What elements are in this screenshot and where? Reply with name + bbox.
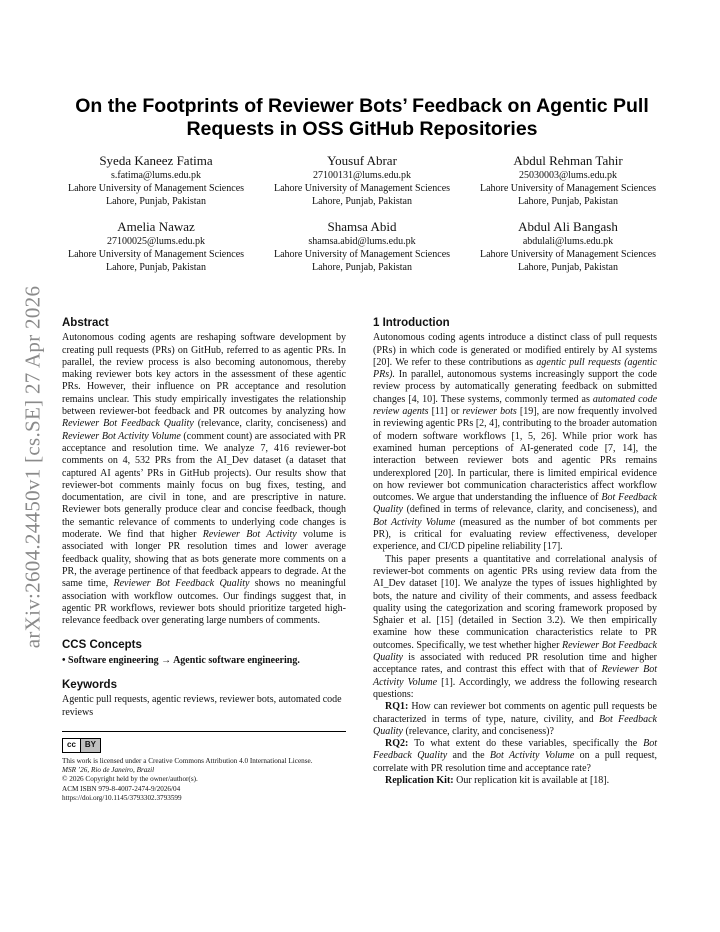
cc-by-badge-icon: [62, 738, 101, 753]
intro-term: Bot Feedback Quality: [373, 738, 657, 762]
left-column: [62, 317, 346, 803]
license-block: [62, 731, 346, 803]
author-affiliation: Lahore University of Management Sciences: [67, 249, 245, 260]
author-email: shamsa.abid@lums.edu.pk: [308, 236, 416, 247]
intro-run: In parallel, autonomous systems increasingly support the code review process by automatically generating feedback on submitted changes [4, 10]. These systems, commonly termed as: [373, 369, 657, 405]
intro-run: (measured as the number of bot comments per PR), is critical for evaluating review effectiveness, developer experience, and CI/CD pipeline reliability [17].: [373, 516, 657, 553]
abstract-term: Reviewer Bot Activity Volume: [62, 430, 181, 442]
research-question-2: [373, 738, 657, 775]
author-email: s.fatima@lums.edu.pk: [110, 170, 202, 181]
author-location: Lahore, Punjab, Pakistan: [106, 196, 206, 207]
intro-run: How can reviewer bot comments on agentic pull requests be characterized in terms of type, nature, civility, and: [373, 701, 657, 725]
author-email: 25030003@lums.edu.pk: [518, 170, 618, 181]
intro-term: Reviewer Bot Activity Volume: [373, 664, 657, 688]
ccs-text: [62, 655, 346, 667]
ccs-heading: CCS Concepts: [62, 639, 142, 652]
author-email: 27100131@lums.edu.pk: [312, 170, 412, 181]
intro-run: This paper presents a quantitative and correlational analysis of reviewer-bot comments on agentic PRs using review data from the AI_Dev dataset [10]. We analyze the types of issues highlighted by bots, the nature and civility of their comments, and assess feedback quality using the categorization and scoring framework proposed by Sghaier et al. [15] (detailed in Section 3.2). We then empirically examine how these communication characteristics relate to PR outcomes. Specifically, we test whether higher: [373, 553, 657, 651]
paper-title: On the Footprints of Reviewer Bots’ Feedback on Agentic Pull Requests in OSS GitHub Repositories: [75, 95, 649, 140]
abstract-run: shows no meaningful association with workflow outcomes. Our findings suggest that, in agentic PR workflows, reviewer bots should prioritize targeted high-relevance feedback over generating large numbers of comments.: [62, 578, 347, 627]
intro-term: Bot Activity Volume: [489, 750, 575, 762]
replication-kit: [373, 775, 657, 787]
author-card: [62, 153, 250, 208]
rq-label: RQ1:: [385, 701, 409, 713]
intro-run: (relevance, clarity, and conciseness)?: [403, 725, 554, 737]
license-lines: [62, 757, 346, 803]
intro-run: [1]. Accordingly, we address the following research questions:: [373, 676, 657, 700]
author-affiliation: Lahore University of Management Sciences: [479, 249, 657, 260]
abstract-run: (relevance, clarity, conciseness) and: [193, 418, 347, 430]
intro-run: [19], are now frequently involved in reviewing agentic PRs [2, 4], contributing to the broader automation of modern software workflows [1, 5, 26]. While prior work has examined human perceptions of AI-generated code [7, 14], the interaction between reviewer bots and agentic PRs remains underexplored [20]. In particular, there is limited empirical evidence on how reviewer bot communication characteristics affect workflow outcomes. We argue that understanding the influence of: [373, 406, 657, 504]
intro-paragraph-1: [373, 332, 657, 553]
author-block: [62, 153, 662, 285]
doi-line: https://doi.org/10.1145/3793302.3793599: [62, 793, 182, 802]
intro-run: To what extent do these variables, specifically the: [408, 738, 644, 750]
arxiv-stamp: [18, 262, 48, 672]
author-name: Abdul Rehman Tahir: [513, 153, 623, 168]
intro-run: and the: [447, 750, 490, 762]
arxiv-identifier: arXiv:2604.24450v1 [cs.SE] 27 Apr 2026: [20, 285, 45, 649]
by-icon: BY: [84, 740, 97, 750]
author-card: [474, 219, 662, 274]
abstract-term: Reviewer Bot Activity: [202, 529, 297, 541]
author-card: [62, 219, 250, 274]
intro-term: Reviewer Bot Feedback Quality: [373, 639, 657, 664]
intro-term: Bot Activity Volume: [373, 516, 456, 528]
copyright-line: © 2026 Copyright held by the owner/author(s).: [62, 775, 198, 784]
kit-label: Replication Kit:: [385, 774, 454, 786]
abstract-text: [62, 332, 346, 627]
keywords-text: Agentic pull requests, agentic reviews, reviewer bots, automated code reviews: [62, 694, 342, 718]
intro-term: Bot Feedback Quality: [373, 492, 657, 516]
abstract-term: Reviewer Bot Feedback Quality: [113, 578, 250, 590]
author-location: Lahore, Punjab, Pakistan: [312, 262, 412, 273]
intro-term: Bot Feedback Quality: [373, 713, 657, 737]
author-name: Abdul Ali Bangash: [518, 219, 618, 234]
intro-run: Our replication kit is available at [18].: [453, 774, 610, 786]
abstract-run: volume is associated with longer PR resolution times and lower average feedback quality, showing that as bots generate more comments on a PR, the average pertinence of that feedback appears to degrade. At the same time,: [62, 529, 346, 590]
author-email: 27100025@lums.edu.pk: [106, 236, 206, 247]
abstract-heading: Abstract: [62, 317, 109, 329]
research-question-1: [373, 701, 657, 738]
author-affiliation: Lahore University of Management Sciences: [273, 183, 451, 194]
isbn-line: ACM ISBN 979-8-4007-2474-9/2026/04: [62, 784, 181, 793]
venue-line: MSR ’26, Rio de Janeiro, Brazil: [62, 766, 155, 775]
keywords-heading: Keywords: [62, 679, 117, 692]
rq-label: RQ2:: [385, 738, 409, 750]
author-name: Yousuf Abrar: [327, 153, 397, 168]
intro-run: on a pull request, correlate with PR resolution time and acceptance rate?: [373, 750, 658, 774]
intro-run: is associated with reduced PR resolution time and higher acceptance rates, and contrast this effect with that of: [373, 652, 657, 676]
author-name: Syeda Kaneez Fatima: [99, 153, 213, 168]
intro-term: reviewer bots: [462, 406, 517, 418]
intro-run: Autonomous coding agents introduce a distinct class of pull requests (PRs) in which code is generated or modified entirely by AI systems [20]. We refer to these contributions as: [373, 332, 657, 368]
author-row-1: [62, 153, 662, 208]
intro-paragraph-2: [373, 554, 657, 702]
author-name: Amelia Nawaz: [117, 219, 195, 234]
intro-run: [11] or: [428, 406, 463, 418]
ccs-concept: • Software engineering → Agentic software engineering.: [62, 654, 300, 666]
abstract-run: (comment count) are associated with PR acceptance and resolution time. We analyze 7, 416 reviewer-bot comments on 4, 532 PRs from the AI_Dev dataset (a dataset that captured AI agents’ PRs in GitHub projects). Our results show that reviewer-bot comments mainly focus on bug fixes, testing, and documentation, are civil in tone, and are prescriptive in nature. Reviewer bots generally produce clear and concise feedback, though the semantic relevance of comments to underlying code changes is moderate. We find that higher: [62, 430, 346, 541]
author-affiliation: Lahore University of Management Sciences: [479, 183, 657, 194]
author-email: abdulali@lums.edu.pk: [522, 236, 614, 247]
author-location: Lahore, Punjab, Pakistan: [518, 196, 618, 207]
author-name: Shamsa Abid: [327, 219, 397, 234]
author-row-2: [62, 219, 662, 274]
author-affiliation: Lahore University of Management Sciences: [273, 249, 451, 260]
author-location: Lahore, Punjab, Pakistan: [312, 196, 412, 207]
intro-term: agentic pull requests (agentic PRs).: [373, 356, 657, 381]
abstract-term: Reviewer Bot Feedback Quality: [62, 418, 194, 430]
author-card: [268, 219, 456, 274]
author-card: [474, 153, 662, 208]
cc-icon: cc: [63, 739, 81, 751]
right-column: [373, 317, 657, 787]
abstract-run: Autonomous coding agents are reshaping software development by creating pull requests (PRs) on GitHub, referred to as agentic PRs. In parallel, the review process is also becoming autonomous, thereby making reviewer bots key actors in the assessment of these agentic PRs. However, their influence on PR acceptance and resolution remains unclear. This study empirically investigates the relationship between reviewer-bot feedback and PR outcomes by analyzing how: [62, 332, 346, 418]
author-location: Lahore, Punjab, Pakistan: [518, 262, 618, 273]
author-location: Lahore, Punjab, Pakistan: [106, 262, 206, 273]
license-line: This work is licensed under a Creative Commons Attribution 4.0 International License.: [62, 756, 313, 765]
intro-run: (defined in terms of relevance, clarity, and conciseness), and: [403, 504, 657, 516]
author-affiliation: Lahore University of Management Sciences: [67, 183, 245, 194]
intro-term: automated code review agents: [373, 393, 658, 418]
author-card: [268, 153, 456, 208]
introduction-heading: 1 Introduction: [373, 317, 450, 329]
